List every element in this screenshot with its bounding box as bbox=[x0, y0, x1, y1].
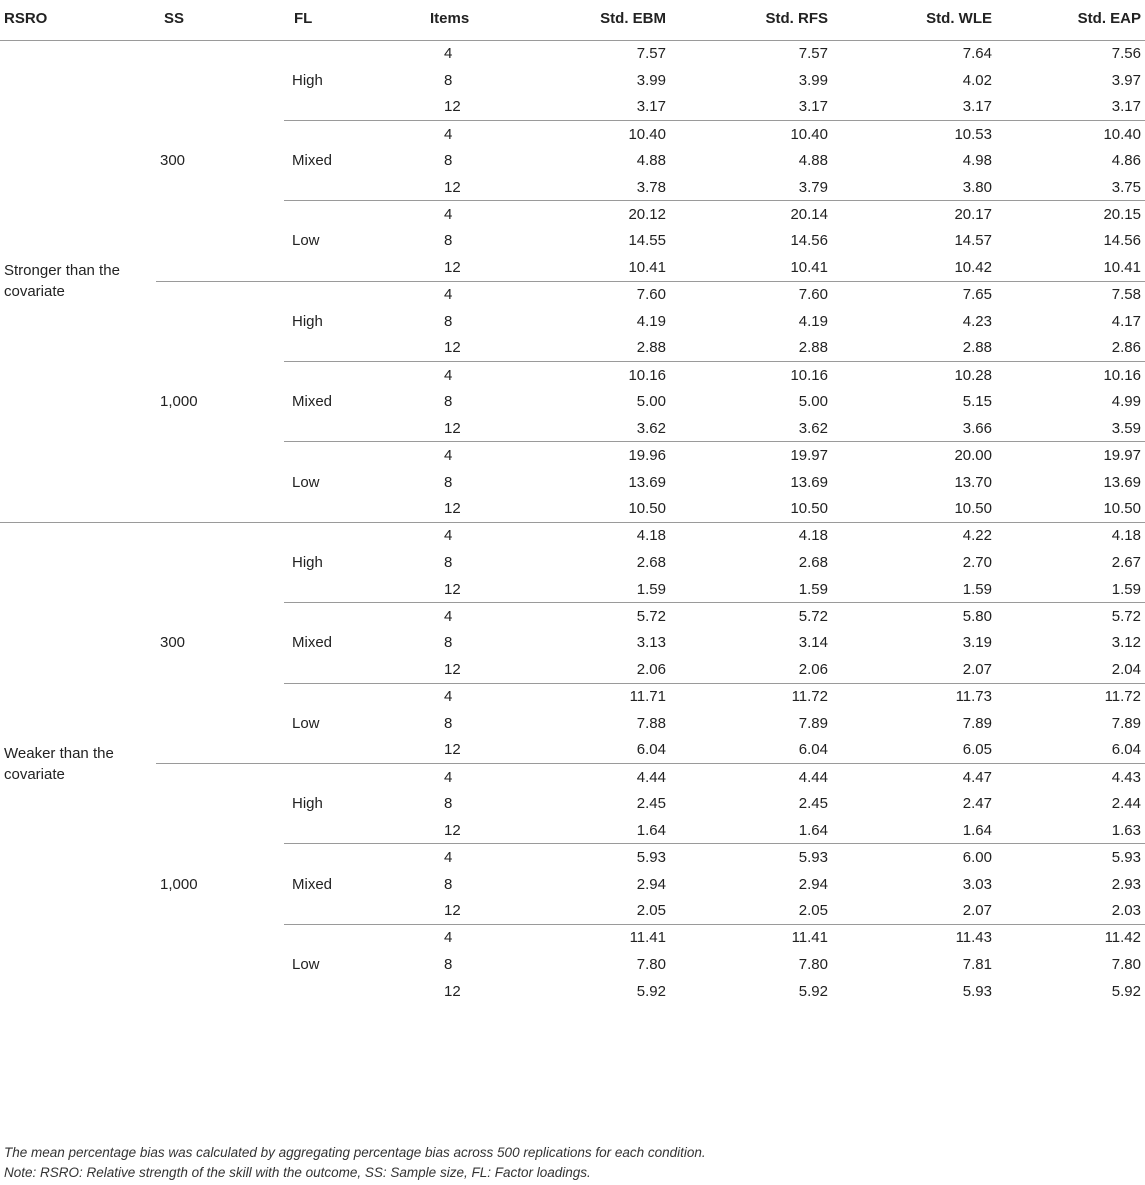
items-cell: 8 bbox=[444, 875, 453, 893]
ss-cell: 1,000 bbox=[156, 281, 284, 522]
std-eap-cell: 2.04 bbox=[1111, 660, 1141, 678]
items-cell: 8 bbox=[444, 393, 453, 411]
std-ebm-cell: 7.57 bbox=[518, 40, 674, 67]
std-eap-cell: 2.03 bbox=[1111, 902, 1141, 920]
std-rfs-cell: 10.41 bbox=[790, 259, 828, 277]
std-ebm-cell: 3.17 bbox=[636, 98, 666, 116]
fl-cell: High bbox=[284, 40, 428, 120]
items-cell: 8 bbox=[444, 795, 453, 813]
std-ebm-cell: 1.59 bbox=[636, 580, 666, 598]
std-ebm-cell: 2.94 bbox=[636, 875, 666, 893]
std-eap-cell: 11.42 bbox=[1000, 924, 1145, 951]
ss-cell: 300 bbox=[160, 152, 186, 170]
std-ebm-cell: 2.06 bbox=[636, 660, 666, 678]
std-rfs-cell: 1.59 bbox=[798, 580, 828, 598]
items-cell: 4 bbox=[428, 201, 518, 228]
std-eap-cell: 2.44 bbox=[1111, 795, 1141, 813]
std-wle-cell: 14.57 bbox=[954, 232, 992, 250]
fl-cell: Low bbox=[284, 924, 428, 1004]
items-cell: 4 bbox=[428, 40, 518, 67]
std-rfs-cell: 2.45 bbox=[798, 795, 828, 813]
std-ebm-cell: 5.93 bbox=[518, 844, 674, 871]
std-eap-cell: 5.93 bbox=[1000, 844, 1145, 871]
std-ebm-cell: 5.92 bbox=[636, 982, 666, 1000]
header-std-rfs: Std. RFS bbox=[674, 6, 836, 40]
items-cell: 4 bbox=[428, 522, 518, 549]
std-rfs-cell: 6.04 bbox=[798, 741, 828, 759]
std-wle-cell: 3.19 bbox=[962, 634, 992, 652]
std-wle-cell: 13.70 bbox=[954, 473, 992, 491]
std-eap-cell: 3.17 bbox=[1111, 98, 1141, 116]
items-cell: 4 bbox=[428, 764, 518, 791]
std-wle-cell: 2.88 bbox=[962, 339, 992, 357]
items-cell: 12 bbox=[444, 660, 461, 678]
items-cell: 8 bbox=[444, 554, 453, 572]
std-ebm-cell: 19.96 bbox=[518, 442, 674, 469]
fl-cell: High bbox=[284, 764, 428, 844]
std-wle-cell: 10.53 bbox=[836, 120, 1000, 147]
std-eap-cell: 2.86 bbox=[1111, 339, 1141, 357]
std-wle-cell: 10.28 bbox=[836, 362, 1000, 389]
std-eap-cell: 4.17 bbox=[1111, 312, 1141, 330]
std-ebm-cell: 2.45 bbox=[636, 795, 666, 813]
std-eap-cell: 2.67 bbox=[1111, 554, 1141, 572]
items-cell: 12 bbox=[444, 98, 461, 116]
header-row bbox=[0, 6, 1145, 40]
std-eap-cell: 6.04 bbox=[1111, 741, 1141, 759]
std-ebm-cell: 7.60 bbox=[518, 281, 674, 308]
std-rfs-cell: 5.92 bbox=[798, 982, 828, 1000]
items-cell: 4 bbox=[428, 281, 518, 308]
std-ebm-cell: 2.88 bbox=[636, 339, 666, 357]
items-cell: 4 bbox=[428, 683, 518, 710]
items-cell: 8 bbox=[444, 312, 453, 330]
std-ebm-cell: 7.80 bbox=[636, 955, 666, 973]
items-cell: 12 bbox=[444, 500, 461, 518]
std-rfs-cell: 13.69 bbox=[790, 473, 828, 491]
std-rfs-cell: 4.44 bbox=[674, 764, 836, 791]
std-eap-cell: 1.63 bbox=[1111, 821, 1141, 839]
std-rfs-cell: 2.88 bbox=[798, 339, 828, 357]
std-wle-cell: 4.98 bbox=[962, 152, 992, 170]
std-rfs-cell: 4.88 bbox=[798, 152, 828, 170]
std-rfs-cell: 2.05 bbox=[798, 902, 828, 920]
fl-cell: Mixed bbox=[284, 844, 428, 924]
std-rfs-cell: 3.17 bbox=[798, 98, 828, 116]
table-row bbox=[0, 522, 1145, 549]
std-wle-cell: 2.47 bbox=[962, 795, 992, 813]
std-wle-cell: 5.80 bbox=[836, 603, 1000, 630]
std-rfs-cell: 10.16 bbox=[674, 362, 836, 389]
std-rfs-cell: 3.99 bbox=[798, 71, 828, 89]
fl-cell: Mixed bbox=[284, 603, 428, 683]
std-wle-cell: 20.00 bbox=[836, 442, 1000, 469]
std-wle-cell: 2.07 bbox=[962, 660, 992, 678]
items-cell: 12 bbox=[444, 902, 461, 920]
std-ebm-cell: 4.19 bbox=[636, 312, 666, 330]
header-items: Items bbox=[428, 6, 518, 40]
std-ebm-cell: 10.16 bbox=[518, 362, 674, 389]
std-rfs-cell: 5.00 bbox=[798, 393, 828, 411]
std-ebm-cell: 3.78 bbox=[636, 178, 666, 196]
std-eap-cell: 13.69 bbox=[1103, 473, 1141, 491]
table-row bbox=[0, 764, 1145, 791]
std-ebm-cell: 1.64 bbox=[636, 821, 666, 839]
results-table bbox=[0, 6, 1145, 1005]
std-wle-cell: 3.17 bbox=[962, 98, 992, 116]
std-rfs-cell: 7.60 bbox=[674, 281, 836, 308]
std-ebm-cell: 11.71 bbox=[518, 683, 674, 710]
items-cell: 12 bbox=[444, 178, 461, 196]
std-eap-cell: 4.99 bbox=[1111, 393, 1141, 411]
header-std-wle: Std. WLE bbox=[836, 6, 1000, 40]
items-cell: 8 bbox=[444, 634, 453, 652]
std-wle-cell: 4.22 bbox=[836, 522, 1000, 549]
std-wle-cell: 3.66 bbox=[962, 419, 992, 437]
fl-cell: High bbox=[284, 522, 428, 602]
std-rfs-cell: 7.80 bbox=[798, 955, 828, 973]
std-rfs-cell: 5.93 bbox=[674, 844, 836, 871]
items-cell: 8 bbox=[444, 152, 453, 170]
std-wle-cell: 2.70 bbox=[962, 554, 992, 572]
std-ebm-cell: 7.88 bbox=[636, 714, 666, 732]
table-notes bbox=[4, 1143, 706, 1183]
items-cell: 8 bbox=[444, 714, 453, 732]
std-wle-cell: 7.64 bbox=[836, 40, 1000, 67]
std-rfs-cell: 3.62 bbox=[798, 419, 828, 437]
items-cell: 8 bbox=[444, 955, 453, 973]
std-ebm-cell: 10.41 bbox=[628, 259, 666, 277]
std-eap-cell: 7.80 bbox=[1111, 955, 1141, 973]
std-rfs-cell: 5.72 bbox=[674, 603, 836, 630]
table-row bbox=[0, 281, 1145, 308]
table-row bbox=[0, 40, 1145, 67]
std-wle-cell: 7.81 bbox=[962, 955, 992, 973]
rsro-cell: Weaker than the covariate bbox=[0, 522, 156, 1004]
std-ebm-cell: 6.04 bbox=[636, 741, 666, 759]
std-eap-cell: 10.50 bbox=[1103, 500, 1141, 518]
std-ebm-cell: 20.12 bbox=[518, 201, 674, 228]
std-eap-cell: 4.43 bbox=[1000, 764, 1145, 791]
items-cell: 12 bbox=[444, 741, 461, 759]
std-wle-cell: 10.50 bbox=[954, 500, 992, 518]
header-std-eap: Std. EAP bbox=[1000, 6, 1145, 40]
std-ebm-cell: 3.99 bbox=[636, 71, 666, 89]
std-eap-cell: 3.59 bbox=[1111, 419, 1141, 437]
std-wle-cell: 11.73 bbox=[836, 683, 1000, 710]
std-ebm-cell: 4.18 bbox=[518, 522, 674, 549]
std-rfs-cell: 10.50 bbox=[790, 500, 828, 518]
std-eap-cell: 3.75 bbox=[1111, 178, 1141, 196]
std-wle-cell: 7.65 bbox=[836, 281, 1000, 308]
header-ss: SS bbox=[156, 6, 284, 40]
items-cell: 12 bbox=[444, 259, 461, 277]
std-ebm-cell: 11.41 bbox=[518, 924, 674, 951]
std-ebm-cell: 3.13 bbox=[636, 634, 666, 652]
items-cell: 4 bbox=[428, 603, 518, 630]
std-wle-cell: 4.02 bbox=[962, 71, 992, 89]
fl-cell: Low bbox=[284, 683, 428, 763]
std-ebm-cell: 4.88 bbox=[636, 152, 666, 170]
std-ebm-cell: 4.44 bbox=[518, 764, 674, 791]
std-rfs-cell: 20.14 bbox=[674, 201, 836, 228]
std-ebm-cell: 14.55 bbox=[628, 232, 666, 250]
std-rfs-cell: 11.41 bbox=[674, 924, 836, 951]
items-cell: 12 bbox=[444, 339, 461, 357]
std-eap-cell: 4.18 bbox=[1000, 522, 1145, 549]
items-cell: 12 bbox=[444, 580, 461, 598]
fl-cell: Mixed bbox=[284, 120, 428, 200]
std-rfs-cell: 10.40 bbox=[674, 120, 836, 147]
std-rfs-cell: 3.79 bbox=[798, 178, 828, 196]
fl-cell: Low bbox=[284, 442, 428, 522]
header-std-ebm: Std. EBM bbox=[518, 6, 674, 40]
items-cell: 4 bbox=[428, 924, 518, 951]
std-rfs-cell: 4.18 bbox=[674, 522, 836, 549]
std-ebm-cell: 5.72 bbox=[518, 603, 674, 630]
std-ebm-cell: 10.50 bbox=[628, 500, 666, 518]
std-wle-cell: 10.42 bbox=[954, 259, 992, 277]
std-wle-cell: 5.15 bbox=[962, 393, 992, 411]
items-cell: 4 bbox=[428, 442, 518, 469]
items-cell: 4 bbox=[428, 362, 518, 389]
std-ebm-cell: 2.05 bbox=[636, 902, 666, 920]
std-ebm-cell: 5.00 bbox=[636, 393, 666, 411]
std-eap-cell: 1.59 bbox=[1111, 580, 1141, 598]
std-eap-cell: 3.97 bbox=[1111, 71, 1141, 89]
std-ebm-cell: 13.69 bbox=[628, 473, 666, 491]
std-rfs-cell: 1.64 bbox=[798, 821, 828, 839]
std-wle-cell: 1.59 bbox=[962, 580, 992, 598]
std-wle-cell: 1.64 bbox=[962, 821, 992, 839]
items-cell: 12 bbox=[444, 821, 461, 839]
std-wle-cell: 4.23 bbox=[962, 312, 992, 330]
items-cell: 4 bbox=[428, 844, 518, 871]
ss-cell: 300 bbox=[156, 522, 284, 763]
std-wle-cell: 6.05 bbox=[962, 741, 992, 759]
std-eap-cell: 4.86 bbox=[1111, 152, 1141, 170]
fl-cell: Mixed bbox=[284, 362, 428, 442]
std-eap-cell: 7.89 bbox=[1111, 714, 1141, 732]
std-ebm-cell: 2.68 bbox=[636, 554, 666, 572]
std-eap-cell: 10.41 bbox=[1103, 259, 1141, 277]
std-rfs-cell: 7.89 bbox=[798, 714, 828, 732]
note-aggregation: The mean percentage bias was calculated by aggregating percentage bias across 500 replications for each condition. bbox=[4, 1145, 706, 1160]
table-body bbox=[0, 40, 1145, 1005]
std-rfs-cell: 11.72 bbox=[674, 683, 836, 710]
std-wle-cell: 5.93 bbox=[962, 982, 992, 1000]
std-eap-cell: 5.92 bbox=[1111, 982, 1141, 1000]
note-abbreviations: Note: RSRO: Relative strength of the skill with the outcome, SS: Sample size, FL: Factor loadings. bbox=[4, 1165, 591, 1180]
std-rfs-cell: 19.97 bbox=[674, 442, 836, 469]
std-wle-cell: 11.43 bbox=[836, 924, 1000, 951]
std-ebm-cell: 10.40 bbox=[518, 120, 674, 147]
std-eap-cell: 2.93 bbox=[1111, 875, 1141, 893]
std-wle-cell: 4.47 bbox=[836, 764, 1000, 791]
ss-cell: 1,000 bbox=[156, 764, 284, 1005]
fl-cell: Low bbox=[284, 201, 428, 281]
std-rfs-cell: 2.94 bbox=[798, 875, 828, 893]
std-eap-cell: 5.72 bbox=[1000, 603, 1145, 630]
items-cell: 8 bbox=[444, 473, 453, 491]
header-rsro: RSRO bbox=[0, 6, 156, 40]
std-eap-cell: 14.56 bbox=[1103, 232, 1141, 250]
std-eap-cell: 7.58 bbox=[1000, 281, 1145, 308]
std-wle-cell: 3.03 bbox=[962, 875, 992, 893]
std-eap-cell: 3.12 bbox=[1111, 634, 1141, 652]
std-wle-cell: 3.80 bbox=[962, 178, 992, 196]
std-eap-cell: 20.15 bbox=[1000, 201, 1145, 228]
std-eap-cell: 7.56 bbox=[1000, 40, 1145, 67]
std-rfs-cell: 14.56 bbox=[790, 232, 828, 250]
std-rfs-cell: 4.19 bbox=[798, 312, 828, 330]
std-wle-cell: 2.07 bbox=[962, 902, 992, 920]
items-cell: 12 bbox=[444, 419, 461, 437]
std-wle-cell: 6.00 bbox=[836, 844, 1000, 871]
std-eap-cell: 10.16 bbox=[1000, 362, 1145, 389]
rsro-cell: Stronger than the covariate bbox=[4, 262, 120, 301]
items-cell: 4 bbox=[428, 120, 518, 147]
fl-cell: High bbox=[284, 281, 428, 361]
items-cell: 8 bbox=[444, 71, 453, 89]
std-rfs-cell: 2.06 bbox=[798, 660, 828, 678]
std-eap-cell: 10.40 bbox=[1000, 120, 1145, 147]
items-cell: 8 bbox=[444, 232, 453, 250]
std-wle-cell: 20.17 bbox=[836, 201, 1000, 228]
std-rfs-cell: 7.57 bbox=[674, 40, 836, 67]
std-eap-cell: 19.97 bbox=[1000, 442, 1145, 469]
std-rfs-cell: 3.14 bbox=[798, 634, 828, 652]
std-rfs-cell: 2.68 bbox=[798, 554, 828, 572]
items-cell: 12 bbox=[444, 982, 461, 1000]
header-fl: FL bbox=[284, 6, 428, 40]
std-wle-cell: 7.89 bbox=[962, 714, 992, 732]
std-ebm-cell: 3.62 bbox=[636, 419, 666, 437]
std-eap-cell: 11.72 bbox=[1000, 683, 1145, 710]
